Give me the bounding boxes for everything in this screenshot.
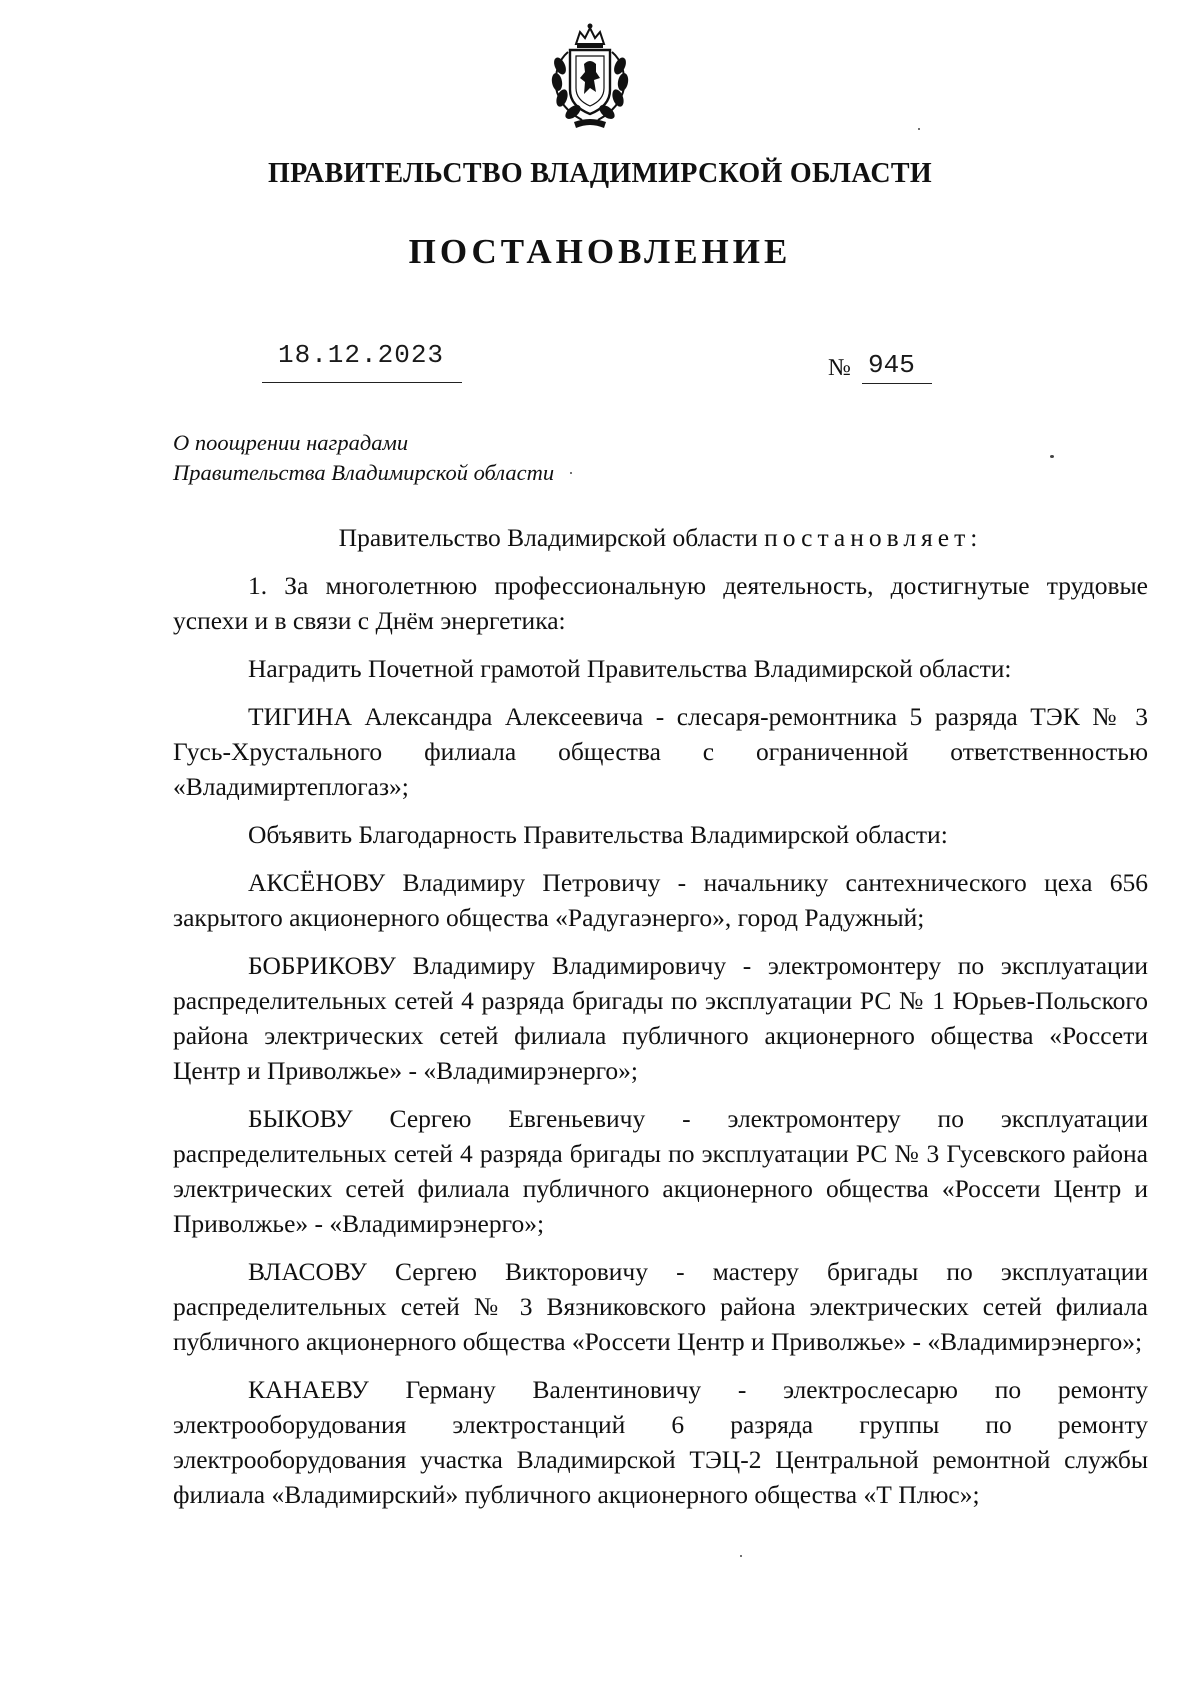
paragraph: АКСЁНОВУ Владимиру Петровичу - начальнику сантехнического цеха 656 закрытого акционерного общества «Радугаэнерго», город Радужный; bbox=[173, 868, 1148, 932]
scan-speck bbox=[740, 1555, 742, 1557]
paragraph: Объявить Благодарность Правительства Владимирской области: bbox=[248, 820, 948, 849]
intro-text: Правительство Владимирской области bbox=[338, 523, 765, 552]
document-type-title: ПОСТАНОВЛЕНИЕ bbox=[408, 232, 792, 271]
intro-resolves: постановляет: bbox=[764, 523, 983, 552]
paragraph: ВЛАСОВУ Сергею Викторовичу - мастеру бригады по эксплуатации распределительных сетей № 3 Вязниковского района электрических сетей филиала публичного акционерного общества «Россети Центр и Приволжье» - «Владимирэнерго»; bbox=[173, 1257, 1148, 1356]
subject-line: О поощрении наградами bbox=[173, 430, 409, 455]
scan-speck bbox=[570, 472, 572, 474]
coat-of-arms-icon bbox=[540, 22, 640, 130]
decree-date: 18.12.2023 bbox=[278, 340, 445, 370]
paragraph: ТИГИНА Александра Алексеевича - слесаря-ремонтника 5 разряда ТЭК № 3 Гусь-Хрустального филиала общества с ограниченной ответственностью «Владимиртеплогаз»; bbox=[173, 702, 1148, 801]
decree-body bbox=[173, 520, 1148, 1525]
paragraph: КАНАЕВУ Герману Валентиновичу - электрослесарю по ремонту электрооборудования электростанций 6 разряда группы по ремонту электрооборудования участка Владимирской ТЭЦ-2 Центральной ремонтной службы филиала «Владимирский» публичного акционерного общества «Т Плюс»; bbox=[173, 1375, 1148, 1509]
date-underline bbox=[262, 382, 462, 383]
decree-subject bbox=[173, 428, 554, 488]
decree-number: 945 bbox=[868, 350, 915, 380]
scan-speck bbox=[918, 128, 920, 130]
number-sign: № bbox=[828, 355, 851, 381]
paragraph: БОБРИКОВУ Владимиру Владимировичу - электромонтеру по эксплуатации распределительных сетей 4 разряда бригады по эксплуатации РС № 1 Юрьев-Польского района электрических сетей филиала публичного акционерного общества «Россети Центр и Приволжье» - «Владимирэнерго»; bbox=[173, 951, 1148, 1085]
subject-line: Правительства Владимирской области bbox=[173, 460, 555, 485]
paragraph: БЫКОВУ Сергею Евгеньевичу - электромонтеру по эксплуатации распределительных сетей 4 разряда бригады по эксплуатации РС № 3 Гусевского района электрических сетей филиала публичного акционерного общества «Россети Центр и Приволжье» - «Владимирэнерго»; bbox=[173, 1104, 1148, 1238]
scan-speck bbox=[1050, 455, 1054, 458]
government-title: ПРАВИТЕЛЬСТВО ВЛАДИМИРСКОЙ ОБЛАСТИ bbox=[268, 158, 932, 189]
paragraph: 1. За многолетнюю профессиональную деятельность, достигнутые трудовые успехи и в связи с Днём энергетика: bbox=[173, 571, 1148, 635]
paragraph: Наградить Почетной грамотой Правительства Владимирской области: bbox=[248, 654, 1012, 683]
intro-paragraph bbox=[173, 520, 1148, 555]
number-underline bbox=[862, 383, 932, 384]
